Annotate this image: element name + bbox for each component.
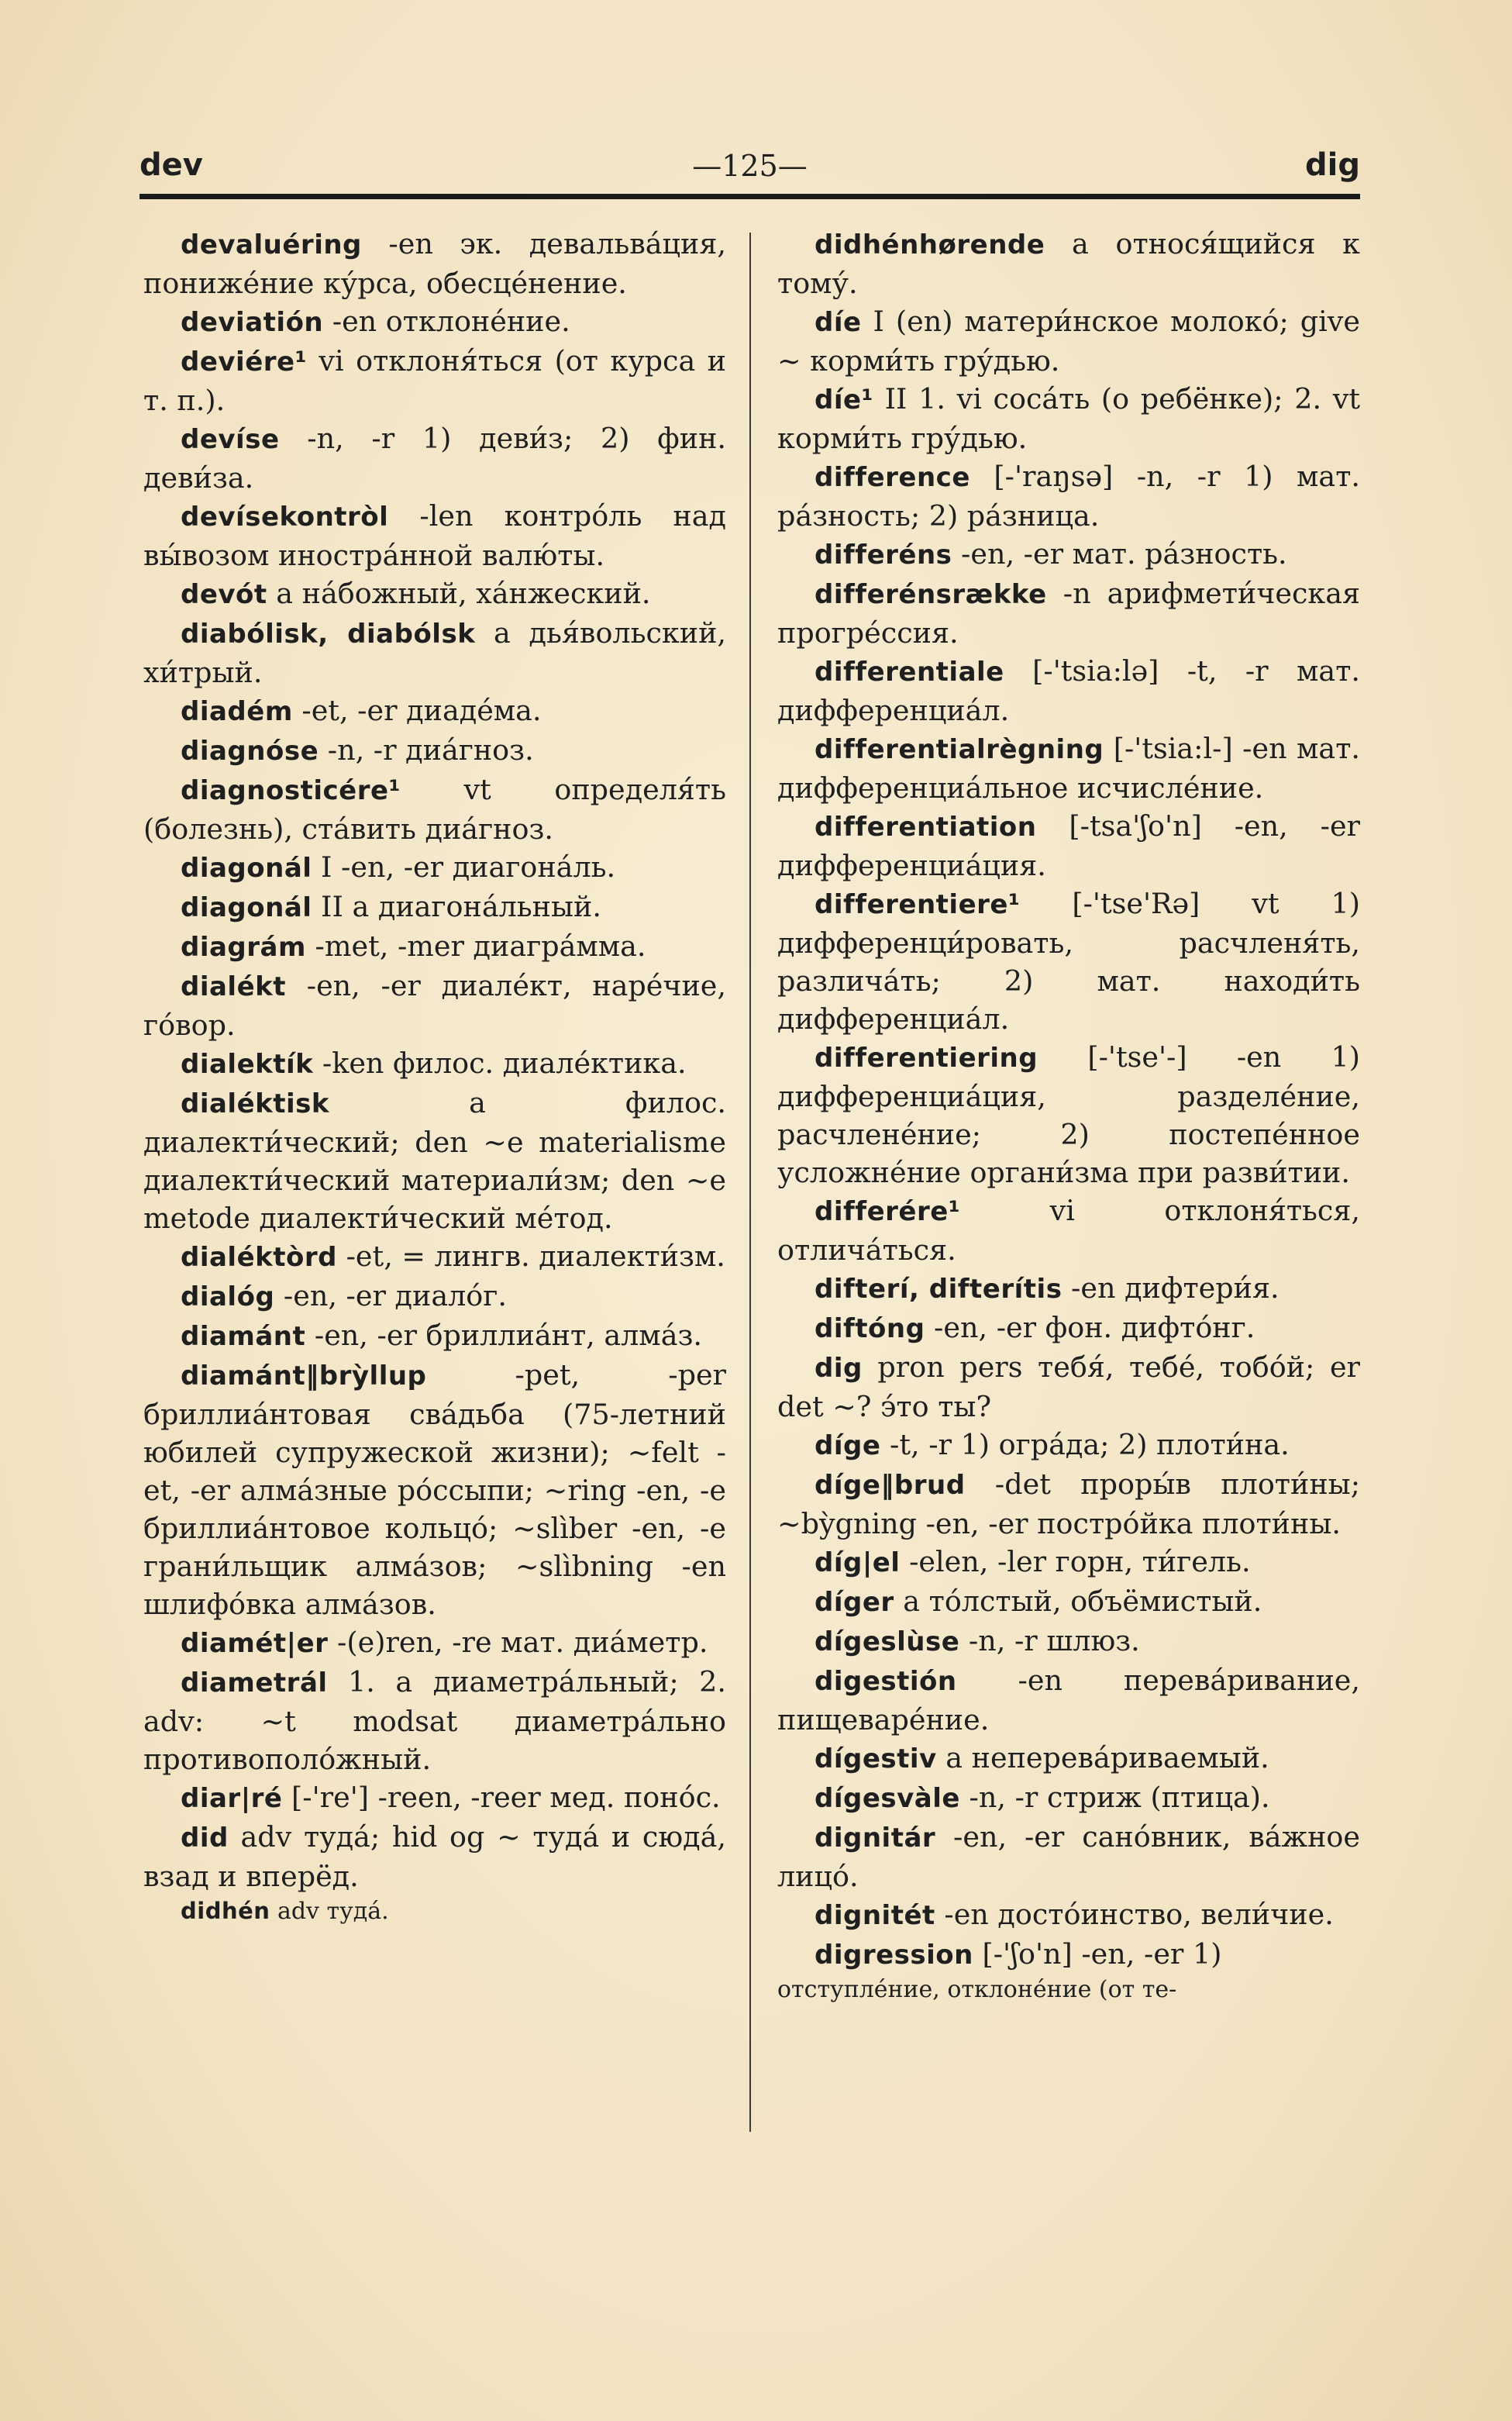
dictionary-entry [777,302,1360,380]
entry-headword: diar|ré [181,1783,283,1814]
entry-headword: diadém [181,696,293,727]
entry-text: -ken филос. диале́ктика. [313,1047,687,1080]
entry-text: -det проры́в плоти́ны; ~bỳgning -en, -er постро́йка плоти́ны. [777,1467,1360,1540]
entry-headword: differentiation [815,812,1037,843]
dictionary-entry-continued [143,1895,726,1927]
entry-headword: differentiering [815,1043,1038,1074]
entry-text: a дья́вольский, хи́трый. [143,616,726,689]
dictionary-entry [143,1316,726,1356]
entry-text: -en, -er диало́г. [274,1279,507,1312]
entry-headword: diagonál [181,853,312,884]
dictionary-entry [143,1237,726,1277]
entry-text: -et, = лингв. диалекти́зм. [336,1240,725,1273]
entry-headword: dignitár [815,1823,936,1854]
entry-text: a неперева́риваемый. [936,1741,1269,1774]
entry-headword: differénsrække [815,579,1047,610]
entry-text: I -en, -er диагона́ль. [312,850,616,884]
entry-headword: diagrám [181,932,306,963]
entry-headword: devísekontròl [181,502,389,533]
dictionary-entry [777,1465,1360,1543]
entry-text: [-'ʃo'n] -en, -er 1) [973,1937,1222,1971]
entry-text: -en, -er фон. дифто́нг. [925,1311,1255,1344]
dictionary-entry [143,1818,726,1895]
entry-headword: differére¹ [815,1196,961,1227]
dictionary-entry [777,1739,1360,1778]
entry-headword: deviatión [181,307,324,338]
dictionary-entry [143,1044,726,1084]
dictionary-entry-continued [777,1974,1360,2005]
dictionary-entry [777,457,1360,535]
dictionary-entry [143,497,726,574]
entry-headword: diamánt [181,1321,306,1352]
entry-text: -en отклоне́ние. [323,305,570,338]
dictionary-entry [143,225,726,302]
entry-headword: díge‖brud [815,1470,966,1501]
entry-text: -n, -r шлюз. [959,1624,1140,1657]
entry-text: -en, -er бриллиа́нт, алма́з. [305,1319,702,1352]
entry-headword: difference [815,462,970,493]
entry-text: a филос. диалекти́ческий; den ~e materialisme диалекти́ческий материали́зм; den ~e metode диалекти́ческий ме́тод. [143,1086,726,1235]
dictionary-entry [143,1778,726,1818]
running-head [139,147,1360,194]
dictionary-entry [777,574,1360,652]
entry-headword: diamánt‖brỳllup [181,1361,427,1392]
dictionary-entry [777,1269,1360,1309]
entry-text: adv туда́; hid og ~ туда́ и сюда́, взад и вперёд. [143,1820,726,1893]
entry-text: [-tsa'ʃo'n] -en, -er дифференциа́ция. [777,809,1360,882]
dictionary-entry [777,1192,1360,1269]
entry-headword: diametrál [181,1667,328,1698]
dictionary-entry [777,1038,1360,1192]
entry-headword: dígesvàle [815,1783,960,1814]
page-number: —125— [692,149,808,183]
dictionary-entry [777,807,1360,885]
header-left-guideword: dev [139,147,203,183]
entry-headword: devót [181,579,267,610]
entry-headword: differentiale [815,657,1004,688]
header-rule [139,194,1360,199]
entry-text: -(e)ren, -re мат. диа́метр. [328,1626,708,1659]
dictionary-entry [777,1778,1360,1818]
entry-headword: dialéktòrd [181,1242,337,1273]
header-right-guideword: dig [1305,147,1360,183]
entry-text: a относя́щийся к тому́. [777,227,1360,300]
dictionary-entry [143,302,726,342]
entry-text: -en эк. девальва́ция, пониже́ние ку́рса, обесце́нение. [143,227,726,300]
entry-text: [-'tse'Rə] vt 1) дифференци́ровать, расчленя́ть, различа́ть; 2) мат. находи́ть дифференциа́л. [777,887,1360,1036]
entry-headword: differentiere¹ [815,889,1021,920]
dictionary-entry [777,1818,1360,1895]
entry-headword: dígestiv [815,1743,937,1774]
entry-headword: dialóg [181,1281,275,1312]
dictionary-entry [143,731,726,771]
entry-text: vt определя́ть (болезнь), ста́вить диа́гноз. [143,773,726,846]
entry-headword: did [181,1823,229,1854]
dictionary-entry [143,1623,726,1663]
entry-text: -en досто́инство, вели́чие. [935,1898,1334,1931]
entry-headword: díe [815,307,862,338]
entry-headword: dig [815,1353,863,1384]
dictionary-entry [777,1543,1360,1582]
entry-text: -met, -mer диагра́мма. [305,929,646,963]
entry-headword: díger [815,1587,894,1618]
entry-text: -elen, -ler горн, ти́гель. [900,1545,1251,1578]
dictionary-entry [143,967,726,1044]
entry-headword: devíse [181,424,280,455]
entry-headword: diagnóse [181,736,319,767]
entry-text: -n, -r диа́гноз. [319,733,534,767]
dictionary-entry [143,1356,726,1623]
dictionary-entry [143,1084,726,1237]
entry-headword: díg|el [815,1547,901,1578]
dictionary-entry [777,729,1360,807]
entry-text: -n, -r стриж (птица). [959,1781,1270,1814]
entry-text: -n, -r 1) деви́з; 2) фин. деви́за. [143,422,726,495]
entry-headword: difterí, difterítis [815,1274,1063,1305]
entry-text: -t, -r 1) огра́да; 2) плоти́на. [880,1428,1290,1461]
entry-text: II 1. vi соса́ть (о ребёнке); 2. vt корми́ть гру́дью. [777,382,1360,455]
dictionary-entry [777,1582,1360,1622]
entry-headword: digression [815,1940,973,1971]
dictionary-entry [777,1935,1360,1974]
entry-headword: díge [815,1430,881,1461]
entry-text: pron pers тебя́, тебе́, тобо́й; er det ~? э́то ты? [777,1350,1360,1423]
entry-text: [-'re'] -reen, -reer мед. поно́с. [282,1781,721,1814]
entry-text: -et, -er диаде́ма. [292,694,542,727]
dictionary-entry [777,652,1360,729]
right-column [777,225,1360,2005]
entry-text: [-'tse'-] -en 1) дифференциа́ция, разделе́ние, расчлене́ние; 2) постепе́нное усложне́ние органи́зма при разви́тии. [777,1040,1360,1189]
entry-text: a то́лстый, объёмистый. [894,1585,1262,1618]
entry-text: [-'raŋsə] -n, -r 1) мат. ра́зность; 2) ра́зница. [777,460,1360,533]
dictionary-entry [777,380,1360,457]
dictionary-entry [777,535,1360,574]
dictionary-entry [777,1895,1360,1935]
dictionary-entry [777,1622,1360,1661]
entry-headword: didhén [181,1898,270,1924]
entry-text: I (en) матери́нское молоко́; give ~ корми́ть гру́дью. [777,305,1360,378]
dictionary-entry [143,614,726,691]
entry-headword: diabólisk, diabólsk [181,619,476,650]
entry-headword: didhénhørende [815,229,1045,260]
entry-headword: dialektík [181,1049,314,1080]
dictionary-entry [777,225,1360,302]
dictionary-entry [143,771,726,848]
entry-text: -en, -er сано́вник, ва́жное лицо́. [777,1820,1360,1893]
dictionary-entry [143,574,726,614]
entry-text: -n арифмети́ческая прогре́ссия. [777,577,1360,650]
dictionary-entry [777,1661,1360,1739]
entry-text: vi отклоня́ться, отлича́ться. [777,1194,1360,1267]
entry-headword: diagonál [181,892,312,923]
entry-text: [-'tsia:l-] -en мат. дифференциа́льное исчисле́ние. [777,732,1360,805]
dictionary-entry [143,927,726,967]
entry-headword: díe¹ [815,385,873,416]
entry-text: II a диагона́льный. [312,890,601,923]
entry-headword: dignitét [815,1900,935,1931]
dictionary-entry [143,1663,726,1778]
entry-headword: dialéktisk [181,1088,330,1119]
entry-headword: digestión [815,1666,957,1697]
entry-text: -len контро́ль над вы́возом иностра́нной валю́ты. [143,499,726,572]
entry-text: [-'tsia:lə] -t, -r мат. дифференциа́л. [777,654,1360,727]
entry-text: adv туда́. [270,1898,389,1925]
entry-text: -pet, -per бриллиа́нтовая сва́дьба (75-летний юбилей супружеской жизни); ~felt -et, -er алма́зные ро́ссыпи; ~ring -en, -e бриллиа́нтовое кольцо́; ~slìber -en, -e грани́льщик алма́зов; ~slìbning -en шлифо́вка алма́зов. [143,1358,726,1621]
entry-headword: differentialrègning [815,734,1104,765]
entry-text: -en, -er диале́кт, наре́чие, го́вор. [143,969,726,1042]
entry-headword: deviére¹ [181,347,307,378]
entry-headword: diftóng [815,1313,925,1344]
entry-headword: diamét|er [181,1628,329,1659]
dictionary-entry [777,1309,1360,1348]
entry-headword: dígeslùse [815,1626,960,1657]
dictionary-entry [777,1348,1360,1426]
dictionary-entry [777,885,1360,1038]
left-column [143,225,726,1927]
entry-text: -en, -er мат. ра́зность. [952,537,1287,571]
entry-text: a на́божный, ха́нжеский. [267,577,651,610]
dictionary-entry [143,848,726,888]
entry-text: -en дифтери́я. [1062,1271,1280,1305]
dictionary-entry [143,888,726,927]
dictionary-entry [777,1426,1360,1465]
entry-headword: differéns [815,540,952,571]
dictionary-entry [143,1277,726,1316]
dictionary-entry [143,342,726,419]
entry-text: vi отклоня́ться (от курса и т. п.). [143,344,726,417]
entry-headword: devaluéring [181,229,362,260]
entry-text: -en перева́ривание, пищеваре́ние. [777,1664,1360,1736]
dictionary-entry [143,419,726,497]
dictionary-entry [143,691,726,731]
entry-headword: diagnosticére¹ [181,775,401,806]
entry-headword: dialékt [181,971,287,1002]
entry-text: 1. a диаметра́льный; 2. adv: ~t modsat диаметра́льно противополо́жный. [143,1665,726,1776]
entry-text: отступле́ние, отклоне́ние (от те- [777,1976,1177,2003]
column-divider [749,233,751,2132]
